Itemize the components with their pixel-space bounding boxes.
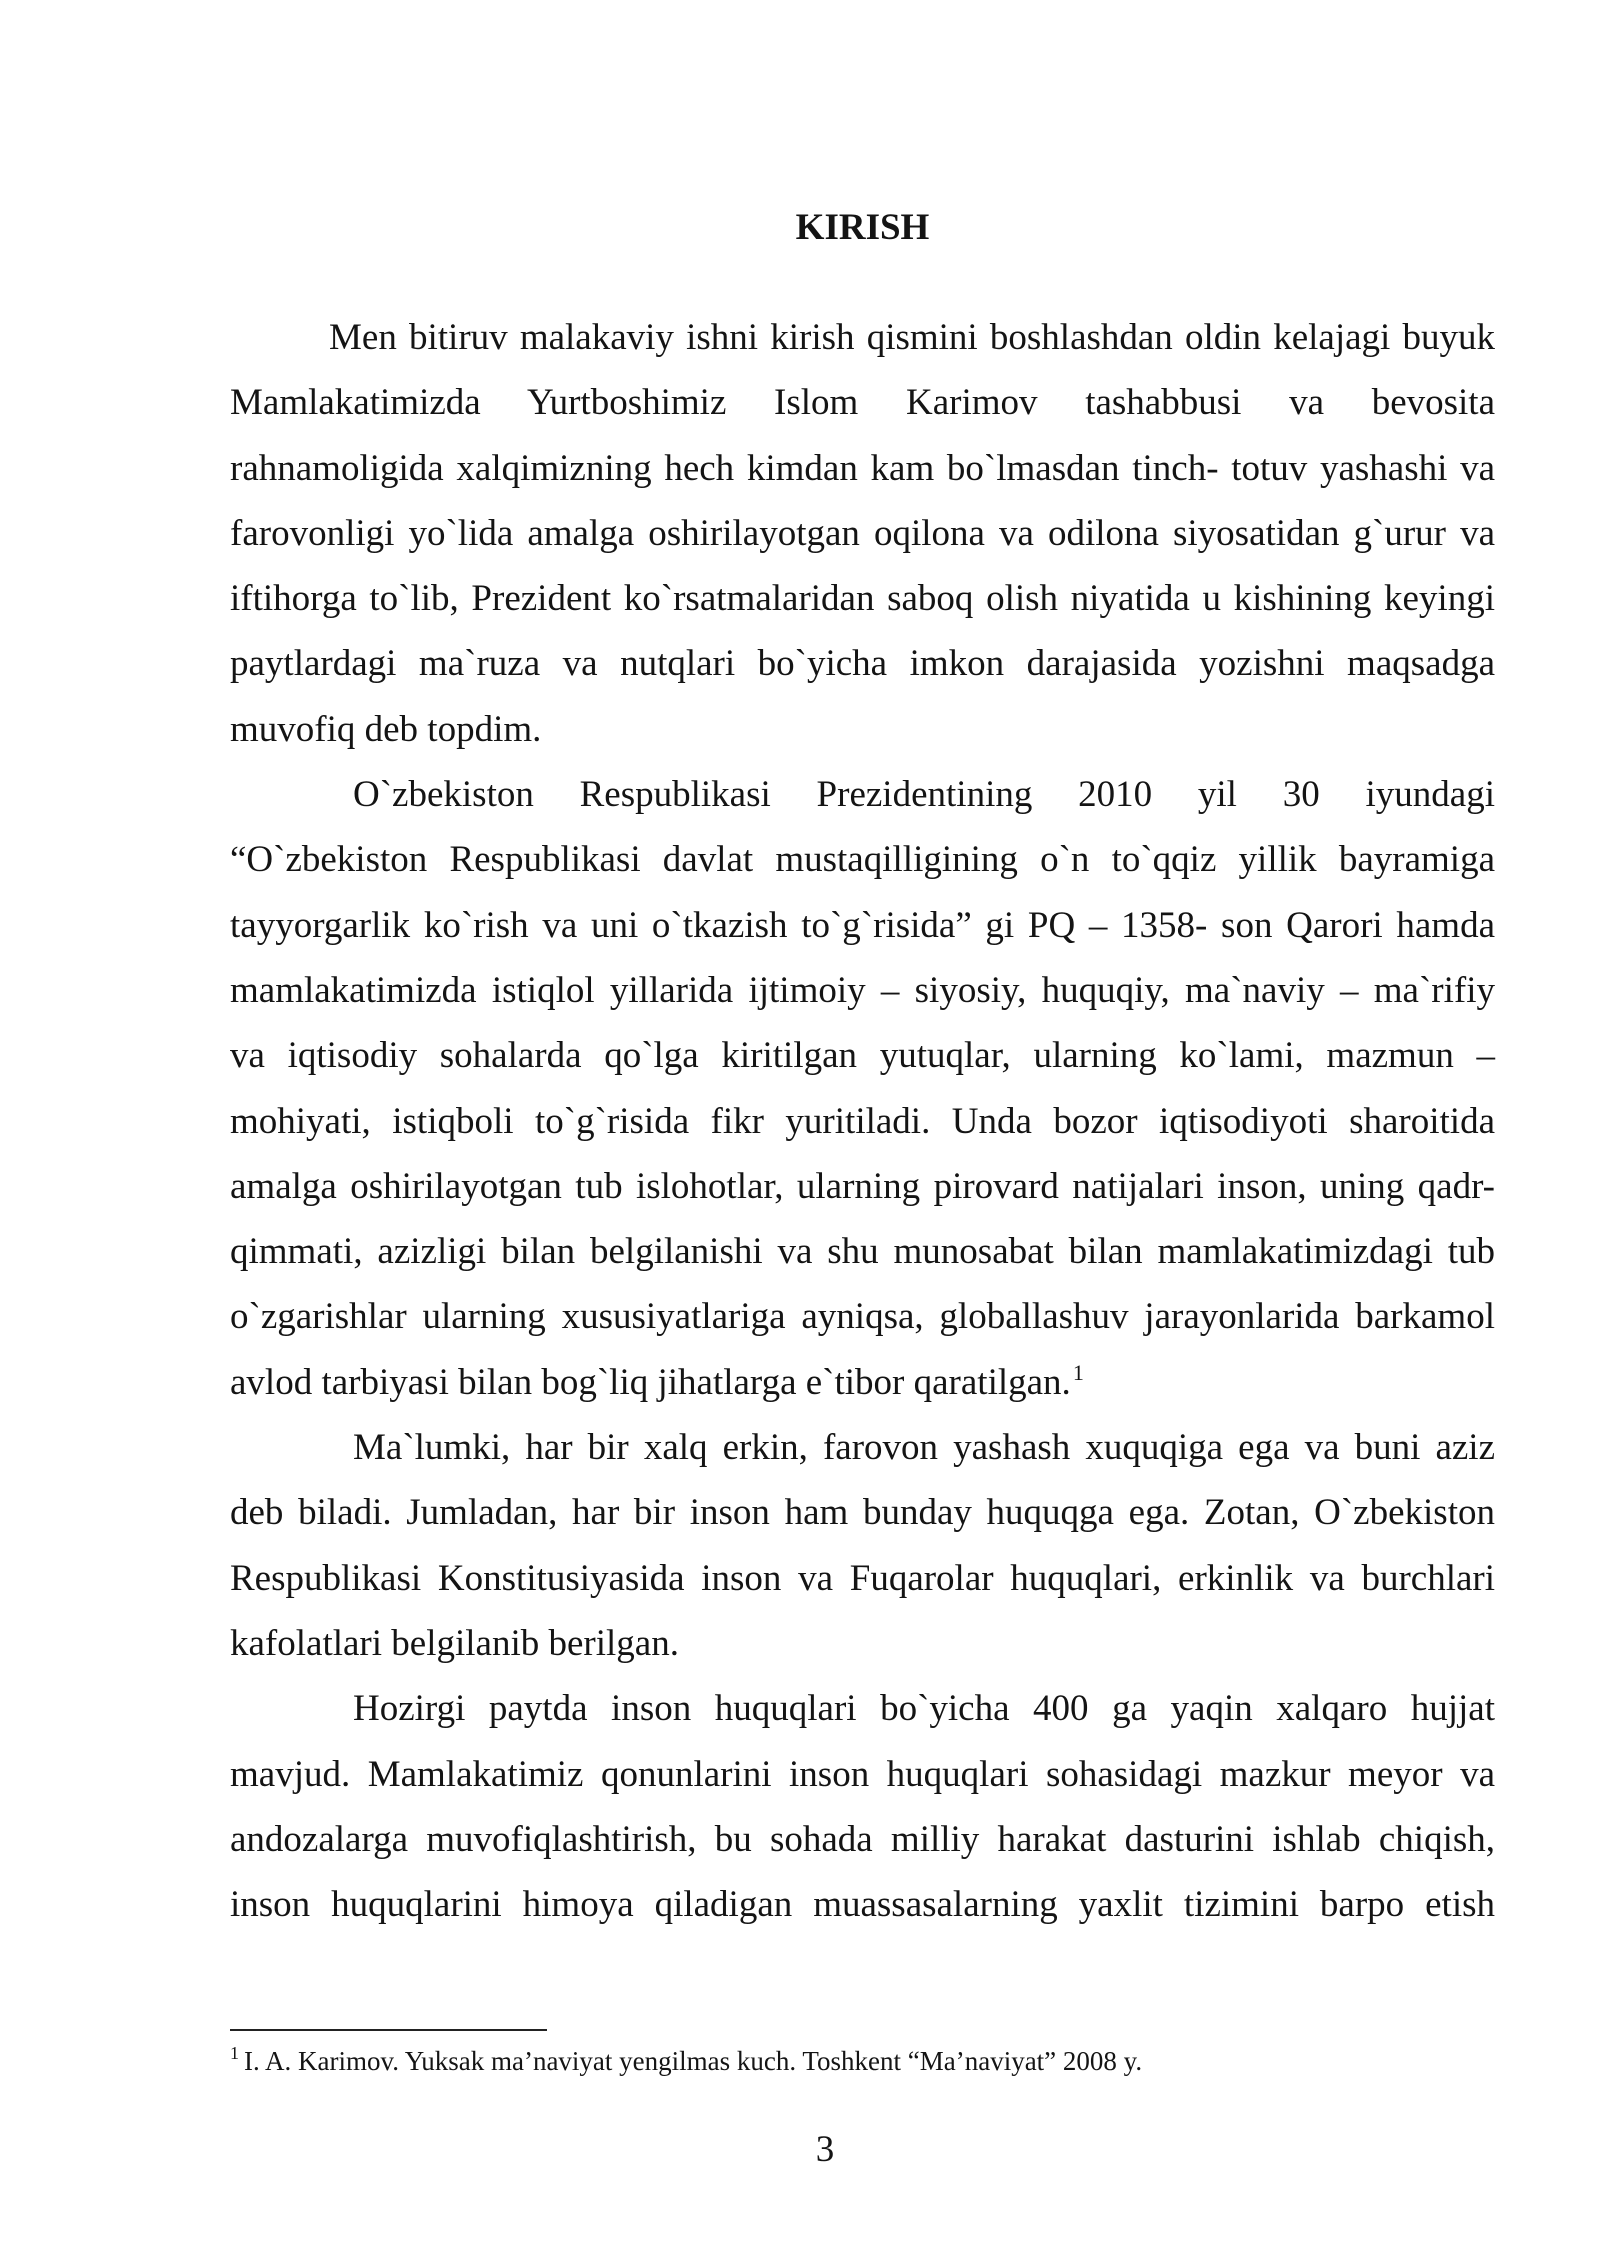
footnote: [230, 2045, 1495, 2077]
paragraph-line: andozalarga muvofiqlashtirish, bu sohada milliy harakat dasturini ishlab chiqish,: [230, 1818, 1495, 1860]
paragraph: [230, 762, 1495, 1415]
paragraph-line: Mamlakatimizda Yurtboshimiz Islom Karimov tashabbusi va bevosita: [230, 382, 1495, 424]
paragraph-line: qimmati, azizligi bilan belgilanishi va shu munosabat bilan mamlakatimizdagi tub: [230, 1231, 1495, 1273]
paragraph: [230, 1676, 1495, 1937]
paragraph-line: rahnamoligida xalqimizning hech kimdan kam bo`lmasdan tinch- totuv yashashi va: [230, 447, 1495, 489]
paragraph-line: deb biladi. Jumladan, har bir inson ham bunday huquqga ega. Zotan, O`zbekiston: [230, 1492, 1495, 1534]
paragraph-line: Ma`lumki, har bir xalq erkin, farovon yashash xuquqiga ega va buni aziz: [353, 1427, 1495, 1469]
paragraph-line: kafolatlari belgilanib berilgan.: [230, 1622, 679, 1664]
paragraph-line: O`zbekiston Respublikasi Prezidentining 2010 yil 30 iyundagi: [353, 774, 1495, 816]
page-heading-area: [230, 207, 1495, 248]
paragraph-line: mohiyati, istiqboli to`g`risida fikr yuritiladi. Unda bozor iqtisodiyoti sharoitida: [230, 1100, 1495, 1142]
paragraph-line: tayyorgarlik ko`rish va uni o`tkazish to`g`risida” gi PQ – 1358- son Qarori hamda: [230, 904, 1495, 946]
paragraph: [230, 1415, 1495, 1676]
paragraph-line: o`zgarishlar ularning xususiyatlariga ayniqsa, globallashuv jarayonlarida barkamol: [230, 1296, 1495, 1338]
footnote-marker: 1: [230, 2043, 239, 2063]
paragraph-line: farovonligi yo`lida amalga oshirilayotgan oqilona va odilona siyosatidan g`urur va: [230, 512, 1495, 554]
paragraph-line: Hozirgi paytda inson huquqlari bo`yicha 400 ga yaqin xalqaro hujjat: [353, 1688, 1495, 1730]
paragraph-line: mamlakatimizda istiqlol yillarida ijtimoiy – siyosiy, huquqiy, ma`naviy – ma`rifiy: [230, 969, 1495, 1011]
paragraph-line: paytlardagi ma`ruza va nutqlari bo`yicha imkon darajasida yozishni maqsadga: [230, 643, 1495, 685]
footnote-separator: [230, 2029, 547, 2031]
paragraph-line: amalga oshirilayotgan tub islohotlar, ularning pirovard natijalari inson, uning qadr-: [230, 1165, 1495, 1207]
paragraph-line: “O`zbekiston Respublikasi davlat mustaqilligining o`n to`qqiz yillik bayramiga: [230, 839, 1495, 881]
page-heading: KIRISH: [795, 207, 930, 248]
line-text: avlod tarbiyasi bilan bog`liq jihatlarga e`tibor qaratilgan.: [230, 1361, 1071, 1403]
paragraph-line: muvofiq deb topdim.: [230, 708, 542, 750]
paragraph-line: inson huquqlarini himoya qiladigan muassasalarning yaxlit tizimini barpo etish: [230, 1884, 1495, 1926]
paragraph-line: Men bitiruv malakaviy ishni kirish qismini boshlashdan oldin kelajagi buyuk: [329, 317, 1495, 358]
paragraph-line: [230, 1350, 1495, 1415]
paragraph-line: va iqtisodiy sohalarda qo`lga kiritilgan yutuqlar, ularning ko`lami, mazmun –: [230, 1035, 1495, 1077]
body-text: [230, 305, 1495, 1937]
paragraph-line: Respublikasi Konstitusiyasida inson va Fuqarolar huquqlari, erkinlik va burchlari: [230, 1557, 1495, 1599]
footnote-reference: 1: [1072, 1359, 1084, 1385]
paragraph-line: mavjud. Mamlakatimiz qonunlarini inson huquqlari sohasidagi mazkur meyor va: [230, 1753, 1495, 1795]
page-number: 3: [815, 2129, 835, 2170]
paragraph: [230, 305, 1495, 762]
paragraph-line: iftihorga to`lib, Prezident ko`rsatmalaridan saboq olish niyatida u kishining keyingi: [230, 578, 1495, 620]
footnote-text: I. A. Karimov. Yuksak ma’naviyat yengilmas kuch. Toshkent “Ma’naviyat” 2008 y.: [244, 2046, 1143, 2076]
